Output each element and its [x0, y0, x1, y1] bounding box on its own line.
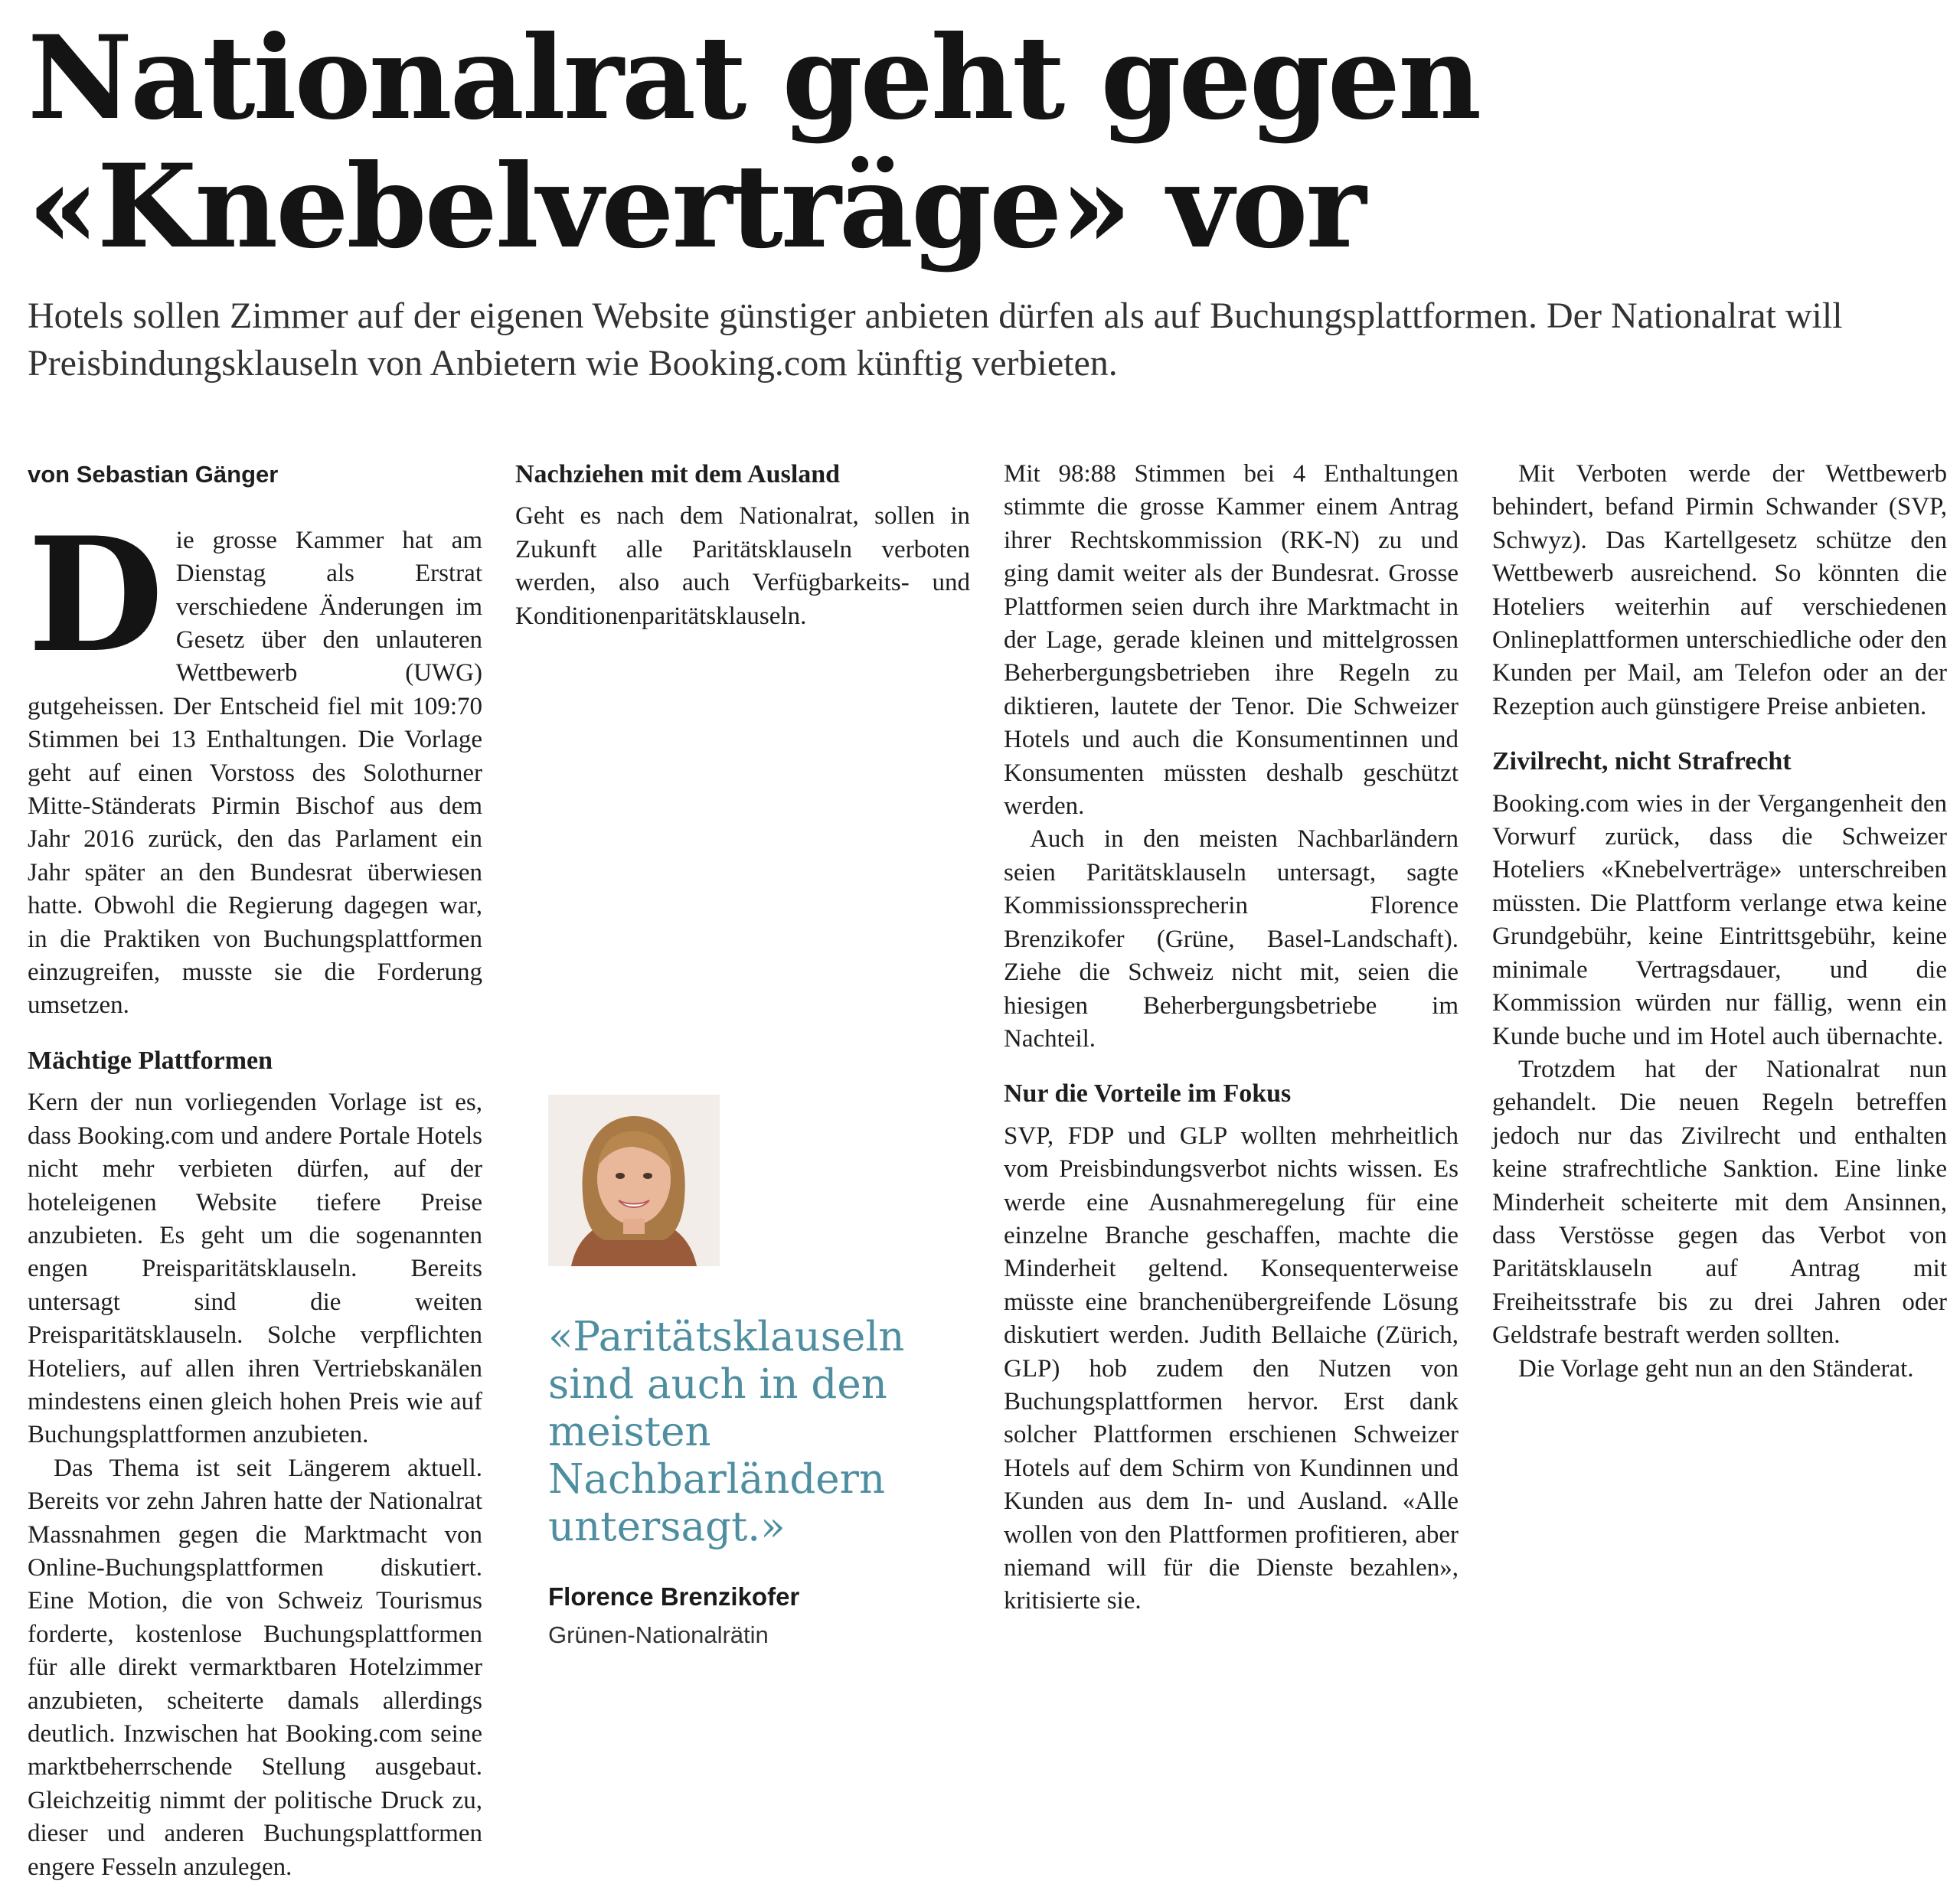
body-paragraph: [28, 503, 482, 1023]
lead-paragraph: Hotels sollen Zimmer auf der eigenen Website günstiger anbieten dürfen als auf Buchungsplattformen. Der Nationalrat will Preisbindungsklauseln von Anbietern wie Booking.com künftig verbieten.: [28, 295, 1843, 384]
body-paragraph: SVP, FDP und GLP wollten mehrheitlich vom Preisbindungsverbot nichts wissen. Es werde eine Ausnahmeregelung für eine einzelne Branche geschaffen, machte die Minderheit geltend. Konsequenterweise müsste eine branchenübergreifende Lösung diskutiert werden. Judith Bellaiche (Zürich, GLP) hob zudem den Nutzen von Buchungsplattformen hervor. Erst dank solcher Plattformen erschienen Schweizer Hotels auf dem Schirm von Kundinnen und Kunden aus dem In- und Ausland. «Alle wollen von den Plattformen profitieren, aber niemand will für die Dienste bezahlen», kritisierte sie.: [1004, 1122, 1459, 1615]
body-paragraph: Die Vorlage geht nun an den Ständerat.: [1518, 1354, 1914, 1383]
subheading: Nachziehen mit dem Ausland: [515, 460, 841, 488]
column-1: [28, 458, 482, 1881]
column-3: [1004, 458, 1459, 1683]
body-paragraph: Das Thema ist seit Längerem aktuell. Bereits vor zehn Jahren hatte der Nationalrat Massnahmen gegen die Marktmacht von Online-Buchungsplattformen diskutiert. Eine Motion, die von Schweiz Tourismus forderte, kostenlose Buchungsplattformen für alle direkt vermarktbaren Hotelzimmer anzubieten, scheiterte damals allerdings deutlich. Inzwischen hat Booking.com seine marktbeherrschende Stellung ausgebaut. Gleichzeitig nimmt der politische Druck zu, dieser und anderen Buchungsplattformen engere Fesseln anzulegen.: [28, 1454, 482, 1881]
drop-cap: D: [28, 503, 164, 687]
body-paragraph: Mit Verboten werde der Wettbewerb behindert, befand Pirmin Schwander (SVP, Schwyz). Das Kartellgesetz schütze den Wettbewerb ausreichend. So könnten die Hoteliers weiterhin auf verschiedenen Onlineplattformen unterschiedliche oder den Kunden per Mail, am Telefon oder an der Rezeption auch günstigere Preise anbieten.: [1492, 460, 1947, 720]
byline: von Sebastian Gänger: [28, 461, 279, 488]
body-paragraph: Mit 98:88 Stimmen bei 4 Enthaltungen stimmte die grosse Kammer einem Antrag ihrer Rechtskommission (RK-N) zu und ging damit weiter als der Bundesrat. Grosse Plattformen seien durch ihre Marktmacht in der Lage, gerade kleinen und mittelgrossen Beherbergungsbetrieben ihre Regeln zu diktieren, lautete der Tenor. Die Schweizer Hotels und auch die Konsumentinnen und Konsumenten müssten deshalb geschützt werden.: [1004, 460, 1459, 821]
body-paragraph: Auch in den meisten Nachbarländern seien Paritätsklauseln untersagt, sagte Kommissionssprecherin Florence Brenzikofer (Grüne, Basel-Landschaft). Ziehe die Schweiz nicht mit, seien die hiesigen Beherbergungsbetriebe im Nachteil.: [1004, 825, 1459, 1053]
headline: Nationalrat geht gegen «Knebelverträge» vor: [28, 11, 1480, 274]
body-paragraph: Booking.com wies in der Vergangenheit den Vorwurf zurück, dass die Schweizer Hoteliers «Knebelverträge» unterschreiben müssten. Die Plattform verlange etwa keine Grundgebühr, keine Eintrittsgebühr, keine minimale Vertragsdauer, und die Kommission würden nur fällig, wenn ein Kunde buche und im Hotel auch übernachte.: [1492, 789, 1947, 1050]
body-paragraph: Trotzdem hat der Nationalrat nun gehandelt. Die neuen Regeln betreffen jedoch nur das Zivilrecht und enthalten keine strafrechtliche Sanktion. Eine linke Minderheit scheiterte mit dem Ansinnen, dass Verstösse gegen das Verbot von Paritätsklauseln auf Antrag mit Freiheitsstrafe bis zu drei Jahren oder Geldstrafe bestraft werden sollten.: [1492, 1055, 1947, 1350]
portrait-photo: [548, 1095, 720, 1266]
subheading: Zivilrecht, nicht Strafrecht: [1492, 747, 1792, 776]
body-paragraph: Kern der nun vorliegenden Vorlage ist es, dass Booking.com und andere Portale Hotels nicht mehr verbieten dürfen, auf der hoteleigenen Website tiefere Preise anzubieten. Es geht um die sogenannten engen Preisparitätsklauseln. Bereits untersagt sind die weiten Preisparitätsklauseln. Solche verpflichten Hoteliers, auf allen ihren Vertriebskanälen mindestens einen gleich hohen Preis wie auf Buchungsplattformen anzubieten.: [28, 1089, 482, 1449]
quote-author: Florence Brenzikofer: [548, 1582, 800, 1611]
paragraph-text: ie grosse Kammer hat am Dienstag als Erstrat verschiedene Änderungen im Gesetz über den unlauteren Wettbewerb (UWG) gutgeheissen. Der Entscheid fiel mit 109:70 Stimmen bei 13 Enthaltungen. Die Vorlage geht auf einen Vorstoss des Solothurner Mitte-Ständerats Pirmin Bischof aus dem Jahr 2016 zurück, den das Parlament ein Jahr später an den Bundesrat überwiesen hatte. Obwohl die Regierung dagegen war, in die Praktiken von Buchungsplattformen einzugreifen, musste sie die Forderung umsetzen.: [28, 526, 482, 1020]
quote-author-role: Grünen-Nationalrätin: [548, 1621, 769, 1648]
column-4: [1492, 458, 1947, 1683]
portrait-illustration: [548, 1095, 720, 1266]
subheading: Mächtige Plattformen: [28, 1046, 273, 1075]
pull-quote: «Paritätsklauseln sind auch in den meisten Nachbarländern untersagt.»: [548, 1314, 905, 1550]
subheading: Nur die Vorteile im Fokus: [1004, 1079, 1292, 1109]
body-paragraph: Geht es nach dem Nationalrat, sollen in Zukunft alle Paritätsklauseln verboten werden, also auch Verfügbarkeits- und Konditionenparitätsklauseln.: [515, 502, 970, 630]
